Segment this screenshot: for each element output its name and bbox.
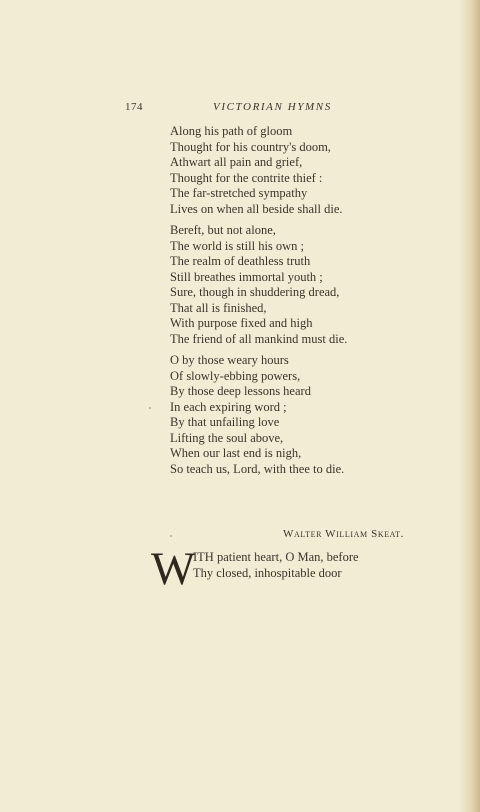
ink-speck xyxy=(149,407,151,409)
poem-line: The far-stretched sympathy xyxy=(170,186,308,200)
page-edge xyxy=(458,0,480,812)
ink-speck xyxy=(170,535,172,537)
poem-line: In each expiring word ; xyxy=(170,399,287,414)
poem-line: Thy closed, inhospitable door xyxy=(193,565,342,580)
poem-line: That all is finished, xyxy=(170,300,267,315)
poem-line: Along his path of gloom xyxy=(170,124,293,138)
poem-line: Athwart all pain and grief, xyxy=(170,155,303,169)
drop-cap: W xyxy=(151,543,196,595)
poem-line: So teach us, Lord, with thee to die. xyxy=(170,461,345,476)
poem xyxy=(170,124,347,483)
poem-line: Thought for his country's doom, xyxy=(170,139,331,154)
poem-line: Lifting the soul above, xyxy=(170,430,284,445)
stanza-3 xyxy=(170,353,347,477)
poem-line: O by those weary hours xyxy=(170,353,289,367)
poem-line: By that unfailing love xyxy=(170,415,280,429)
poem-line: The realm of deathless truth xyxy=(170,254,311,268)
poem-line: The friend of all mankind must die. xyxy=(170,331,348,346)
poem-line: Sure, though in shuddering dread, xyxy=(170,285,340,299)
poem-line: With purpose fixed and high xyxy=(170,316,313,330)
poem-line: By those deep lessons heard xyxy=(170,384,311,398)
poem-line: The world is still his own ; xyxy=(170,238,305,253)
running-head: VICTORIAN HYMNS xyxy=(213,101,332,113)
poem-line: Of slowly-ebbing powers, xyxy=(170,368,301,383)
poem-line: Still breathes immortal youth ; xyxy=(170,269,323,284)
next-poem xyxy=(193,550,359,581)
poem-line: When our last end is nigh, xyxy=(170,446,302,460)
poem-line: Thought for the contrite thief : xyxy=(170,170,323,185)
page-header xyxy=(0,101,480,121)
poem-line: Bereft, but not alone, xyxy=(170,223,276,237)
stanza-2 xyxy=(170,223,347,347)
attribution: Walter William Skeat. xyxy=(283,528,405,540)
stanza-1 xyxy=(170,124,347,217)
poem-line: Lives on when all beside shall die. xyxy=(170,201,343,216)
poem-line: ITH patient heart, O Man, before xyxy=(193,550,359,564)
page-number: 174 xyxy=(125,101,143,113)
